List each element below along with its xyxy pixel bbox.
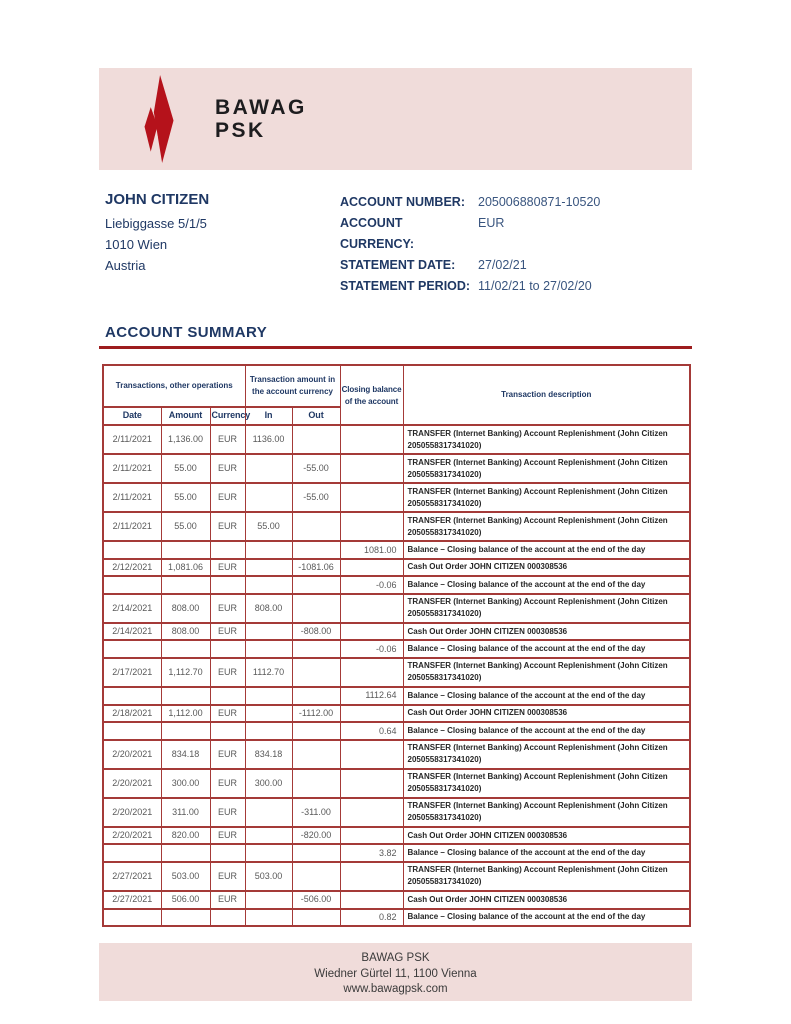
table-row (103, 512, 690, 541)
cell-out (292, 512, 340, 541)
cell-closing-balance (340, 705, 403, 723)
cell-date: 2/20/2021 (103, 798, 161, 827)
cell-out: -820.00 (292, 827, 340, 845)
cell-date (103, 722, 161, 740)
cell-amount: 1,081.06 (161, 559, 210, 577)
header-operations-group: Transactions, other operations (103, 365, 245, 407)
cell-in (245, 844, 292, 862)
cell-date: 2/27/2021 (103, 891, 161, 909)
customer-block (105, 191, 340, 297)
header-amount: Amount (161, 407, 210, 425)
brand-wordmark-line2: PSK (215, 119, 266, 142)
cell-in: 1136.00 (245, 425, 292, 454)
cell-in (245, 576, 292, 594)
cell-description: TRANSFER (Internet Banking) Account Replenishment (John Citizen 2050558317341020) (403, 769, 690, 798)
cell-closing-balance: -0.06 (340, 640, 403, 658)
table-row (103, 425, 690, 454)
table-row (103, 658, 690, 687)
cell-amount: 503.00 (161, 862, 210, 891)
cell-in (245, 454, 292, 483)
cell-closing-balance: 1081.00 (340, 541, 403, 559)
cell-description: TRANSFER (Internet Banking) Account Replenishment (John Citizen 2050558317341020) (403, 798, 690, 827)
account-number-row (340, 192, 686, 213)
cell-out (292, 687, 340, 705)
cell-closing-balance (340, 512, 403, 541)
cell-amount (161, 909, 210, 927)
cell-out (292, 576, 340, 594)
cell-closing-balance: 3.82 (340, 844, 403, 862)
cell-closing-balance: -0.06 (340, 576, 403, 594)
cell-date (103, 909, 161, 927)
cell-currency: EUR (210, 862, 245, 891)
header-in: In (245, 407, 292, 425)
cell-closing-balance (340, 798, 403, 827)
address-line: Austria (105, 258, 146, 273)
cell-amount (161, 687, 210, 705)
cell-out (292, 658, 340, 687)
table-row (103, 722, 690, 740)
cell-description: TRANSFER (Internet Banking) Account Replenishment (John Citizen 2050558317341020) (403, 862, 690, 891)
customer-name: JOHN CITIZEN (105, 191, 210, 208)
cell-currency (210, 687, 245, 705)
cell-amount: 834.18 (161, 740, 210, 769)
cell-out (292, 425, 340, 454)
table-row (103, 740, 690, 769)
statement-date-label: STATEMENT DATE: (340, 258, 456, 272)
footer-band (99, 943, 692, 1001)
cell-in (245, 827, 292, 845)
cell-description: TRANSFER (Internet Banking) Account Replenishment (John Citizen 2050558317341020) (403, 483, 690, 512)
cell-in (245, 705, 292, 723)
cell-date: 2/18/2021 (103, 705, 161, 723)
cell-currency: EUR (210, 512, 245, 541)
statement-date-row (340, 255, 686, 276)
cell-amount (161, 722, 210, 740)
cell-description: Cash Out Order JOHN CITIZEN 000308536 (403, 559, 690, 577)
cell-out (292, 740, 340, 769)
header-closing-balance: Closing balance of the account (340, 365, 403, 425)
cell-currency: EUR (210, 827, 245, 845)
cell-description: TRANSFER (Internet Banking) Account Replenishment (John Citizen 2050558317341020) (403, 454, 690, 483)
address-line: Liebiggasse 5/1/5 (105, 216, 207, 231)
cell-date: 2/17/2021 (103, 658, 161, 687)
footer-bank-address: Wiedner Gürtel 11, 1100 Vienna (314, 967, 477, 980)
title-rule-divider (99, 346, 692, 349)
cell-currency (210, 844, 245, 862)
cell-out (292, 722, 340, 740)
header-currency: Currency (210, 407, 245, 425)
table-row (103, 844, 690, 862)
cell-in (245, 541, 292, 559)
cell-description: Balance – Closing balance of the account at the end of the day (403, 909, 690, 927)
table-row (103, 705, 690, 723)
customer-address (105, 213, 340, 276)
cell-in (245, 891, 292, 909)
cell-currency (210, 640, 245, 658)
header-amount-group: Transaction amount in the account currency (245, 365, 340, 407)
transactions-table (102, 364, 691, 927)
footer-bank-website: www.bawagpsk.com (343, 983, 448, 996)
cell-in (245, 687, 292, 705)
cell-out (292, 862, 340, 891)
cell-currency: EUR (210, 891, 245, 909)
cell-date (103, 576, 161, 594)
cell-amount: 55.00 (161, 483, 210, 512)
account-currency-value: EUR (478, 216, 505, 230)
cell-out: -311.00 (292, 798, 340, 827)
cell-out: -55.00 (292, 483, 340, 512)
cell-out: -55.00 (292, 454, 340, 483)
cell-date: 2/11/2021 (103, 483, 161, 512)
cell-description: Cash Out Order JOHN CITIZEN 000308536 (403, 705, 690, 723)
account-currency-row (340, 213, 686, 255)
cell-closing-balance (340, 594, 403, 623)
cell-in (245, 909, 292, 927)
brand-header-band (99, 68, 692, 170)
table-row (103, 483, 690, 512)
cell-out (292, 541, 340, 559)
cell-currency (210, 722, 245, 740)
cell-currency (210, 909, 245, 927)
cell-description: Balance – Closing balance of the account at the end of the day (403, 640, 690, 658)
cell-amount: 300.00 (161, 769, 210, 798)
cell-closing-balance (340, 827, 403, 845)
cell-closing-balance (340, 862, 403, 891)
cell-amount: 1,112.00 (161, 705, 210, 723)
cell-in: 1112.70 (245, 658, 292, 687)
cell-date (103, 844, 161, 862)
cell-closing-balance (340, 454, 403, 483)
table-row (103, 798, 690, 827)
cell-closing-balance (340, 483, 403, 512)
cell-description: TRANSFER (Internet Banking) Account Replenishment (John Citizen 2050558317341020) (403, 425, 690, 454)
table-row (103, 541, 690, 559)
table-row (103, 640, 690, 658)
table-row (103, 454, 690, 483)
cell-closing-balance (340, 891, 403, 909)
cell-closing-balance (340, 623, 403, 641)
cell-amount: 808.00 (161, 594, 210, 623)
table-row (103, 594, 690, 623)
cell-currency: EUR (210, 658, 245, 687)
cell-out: -506.00 (292, 891, 340, 909)
cell-date: 2/20/2021 (103, 740, 161, 769)
header-description: Transaction description (403, 365, 690, 425)
cell-in: 834.18 (245, 740, 292, 769)
cell-amount: 311.00 (161, 798, 210, 827)
cell-date: 2/11/2021 (103, 512, 161, 541)
table-row (103, 909, 690, 927)
cell-amount: 808.00 (161, 623, 210, 641)
cell-closing-balance (340, 740, 403, 769)
cell-amount: 55.00 (161, 454, 210, 483)
statement-date-value: 27/02/21 (478, 258, 527, 272)
cell-description: Cash Out Order JOHN CITIZEN 000308536 (403, 891, 690, 909)
cell-in: 808.00 (245, 594, 292, 623)
cell-amount: 506.00 (161, 891, 210, 909)
cell-amount: 820.00 (161, 827, 210, 845)
cell-closing-balance: 0.82 (340, 909, 403, 927)
cell-date: 2/14/2021 (103, 594, 161, 623)
statement-period-label: STATEMENT PERIOD: (340, 279, 471, 293)
cell-date: 2/27/2021 (103, 862, 161, 891)
cell-date: 2/14/2021 (103, 623, 161, 641)
cell-in: 55.00 (245, 512, 292, 541)
cell-closing-balance (340, 425, 403, 454)
statement-period-value: 11/02/21 to 27/02/20 (478, 279, 592, 293)
cell-currency: EUR (210, 425, 245, 454)
cell-amount: 1,136.00 (161, 425, 210, 454)
cell-in (245, 640, 292, 658)
address-line: 1010 Wien (105, 237, 168, 252)
cell-currency: EUR (210, 594, 245, 623)
statement-info-section (99, 191, 692, 297)
cell-closing-balance: 1112.64 (340, 687, 403, 705)
cell-currency (210, 576, 245, 594)
cell-description: TRANSFER (Internet Banking) Account Replenishment (John Citizen 2050558317341020) (403, 658, 690, 687)
brand-wordmark-line1: BAWAG (215, 96, 307, 119)
cell-out: -1081.06 (292, 559, 340, 577)
cell-out (292, 594, 340, 623)
cell-amount (161, 844, 210, 862)
cell-currency: EUR (210, 769, 245, 798)
cell-amount: 55.00 (161, 512, 210, 541)
bawag-diamond-logo-icon (140, 75, 177, 163)
table-row (103, 769, 690, 798)
account-number-value: 205006880871-10520 (478, 195, 601, 209)
cell-currency: EUR (210, 623, 245, 641)
cell-out (292, 844, 340, 862)
table-row (103, 623, 690, 641)
cell-date: 2/11/2021 (103, 454, 161, 483)
header-out: Out (292, 407, 340, 425)
cell-currency: EUR (210, 483, 245, 512)
table-row (103, 687, 690, 705)
page-title: ACCOUNT SUMMARY (105, 324, 268, 341)
cell-amount (161, 576, 210, 594)
cell-currency: EUR (210, 454, 245, 483)
cell-date: 2/20/2021 (103, 769, 161, 798)
cell-currency: EUR (210, 798, 245, 827)
cell-out: -808.00 (292, 623, 340, 641)
cell-date: 2/11/2021 (103, 425, 161, 454)
cell-description: Balance – Closing balance of the account at the end of the day (403, 844, 690, 862)
cell-date (103, 687, 161, 705)
cell-in (245, 798, 292, 827)
statement-period-row (340, 276, 686, 297)
transactions-body (103, 425, 690, 926)
table-group-header-row (103, 365, 690, 407)
brand-wordmark (215, 96, 307, 142)
cell-amount (161, 640, 210, 658)
cell-in: 503.00 (245, 862, 292, 891)
cell-description: Balance – Closing balance of the account at the end of the day (403, 541, 690, 559)
cell-closing-balance (340, 658, 403, 687)
cell-amount (161, 541, 210, 559)
cell-out (292, 769, 340, 798)
account-currency-label: ACCOUNT CURRENCY: (340, 216, 415, 251)
cell-closing-balance (340, 559, 403, 577)
table-row (103, 827, 690, 845)
cell-out: -1112.00 (292, 705, 340, 723)
cell-description: Balance – Closing balance of the account at the end of the day (403, 722, 690, 740)
cell-amount: 1,112.70 (161, 658, 210, 687)
cell-closing-balance: 0.64 (340, 722, 403, 740)
cell-description: Balance – Closing balance of the account at the end of the day (403, 687, 690, 705)
cell-in (245, 722, 292, 740)
header-date: Date (103, 407, 161, 425)
cell-in: 300.00 (245, 769, 292, 798)
cell-currency: EUR (210, 559, 245, 577)
cell-date: 2/12/2021 (103, 559, 161, 577)
cell-description: TRANSFER (Internet Banking) Account Replenishment (John Citizen 2050558317341020) (403, 740, 690, 769)
cell-in (245, 559, 292, 577)
cell-description: TRANSFER (Internet Banking) Account Replenishment (John Citizen 2050558317341020) (403, 512, 690, 541)
cell-date: 2/20/2021 (103, 827, 161, 845)
account-number-label: ACCOUNT NUMBER: (340, 195, 465, 209)
cell-date (103, 541, 161, 559)
cell-currency: EUR (210, 705, 245, 723)
table-row (103, 576, 690, 594)
footer-bank-name: BAWAG PSK (361, 952, 430, 965)
cell-out (292, 640, 340, 658)
cell-description: Cash Out Order JOHN CITIZEN 000308536 (403, 827, 690, 845)
cell-currency (210, 541, 245, 559)
cell-in (245, 623, 292, 641)
cell-closing-balance (340, 769, 403, 798)
cell-description: TRANSFER (Internet Banking) Account Replenishment (John Citizen 2050558317341020) (403, 594, 690, 623)
table-row (103, 559, 690, 577)
table-row (103, 862, 690, 891)
cell-description: Balance – Closing balance of the account at the end of the day (403, 576, 690, 594)
cell-date (103, 640, 161, 658)
table-row (103, 891, 690, 909)
cell-currency: EUR (210, 740, 245, 769)
account-info-block (340, 191, 686, 297)
cell-out (292, 909, 340, 927)
cell-in (245, 483, 292, 512)
cell-description: Cash Out Order JOHN CITIZEN 000308536 (403, 623, 690, 641)
